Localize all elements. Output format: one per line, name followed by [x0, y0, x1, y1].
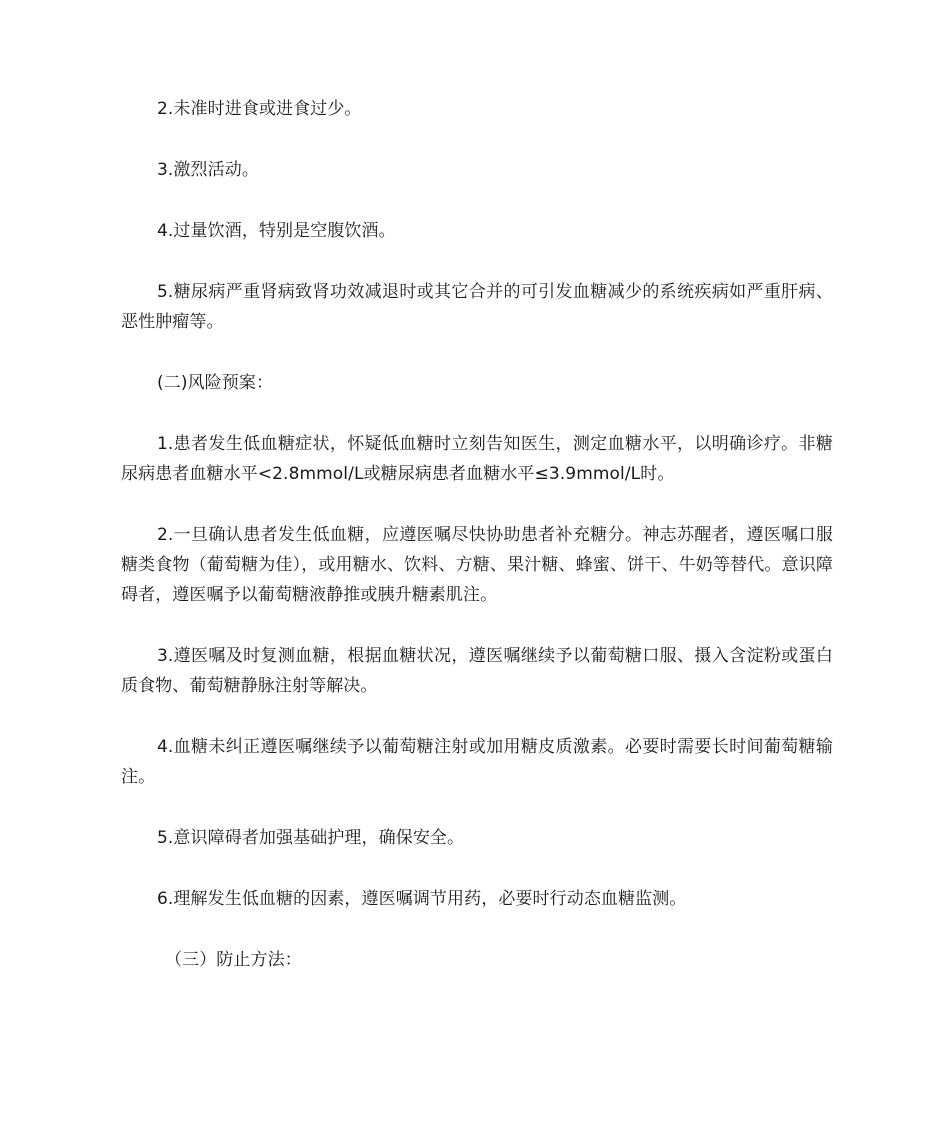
- plan-item-3: 3.遵医嘱及时复测血糖，根据血糖状况，遵医嘱继续予以葡萄糖口服、摄入含淀粉或蛋白质食物、葡萄糖静脉注射等解决。: [121, 646, 833, 696]
- section-heading-risk-plan: (二)风险预案：: [157, 373, 274, 393]
- document-body: [121, 94, 833, 1006]
- cause-item-2: 2.未准时进食或进食过少。: [157, 99, 362, 119]
- cause-item-3: 3.激烈活动。: [157, 160, 259, 180]
- plan-item-5: 5.意识障碍者加强基础护理，确保安全。: [157, 828, 465, 848]
- plan-item-4: 4.血糖未纠正遵医嘱继续予以葡萄糖注射或加用糖皮质激素。必要时需要长时间葡萄糖输注。: [121, 737, 833, 787]
- plan-item-1: 1.患者发生低血糖症状，怀疑低血糖时立刻告知医生，测定血糖水平，以明确诊疗。非糖尿病患者血糖水平<2.8mmol/L或糖尿病患者血糖水平≤3.9mmol/L时。: [121, 434, 833, 484]
- plan-item-6: 6.理解发生低血糖的因素，遵医嘱调节用药，必要时行动态血糖监测。: [157, 889, 687, 909]
- cause-item-4: 4.过量饮酒，特别是空腹饮酒。: [157, 221, 396, 241]
- section-heading-prevention: （三）防止方法：: [165, 950, 302, 970]
- plan-item-2: 2.一旦确认患者发生低血糖，应遵医嘱尽快协助患者补充糖分。神志苏醒者，遵医嘱口服糖类食物（葡萄糖为佳），或用糖水、饮料、方糖、果汁糖、蜂蜜、饼干、牛奶等替代。意识障碍者，遵医嘱予以葡萄糖液静推或胰升糖素肌注。: [121, 525, 833, 605]
- cause-item-5: 5.糖尿病严重肾病致肾功效减退时或其它合并的可引发血糖减少的系统疾病如严重肝病、恶性肿瘤等。: [121, 282, 833, 332]
